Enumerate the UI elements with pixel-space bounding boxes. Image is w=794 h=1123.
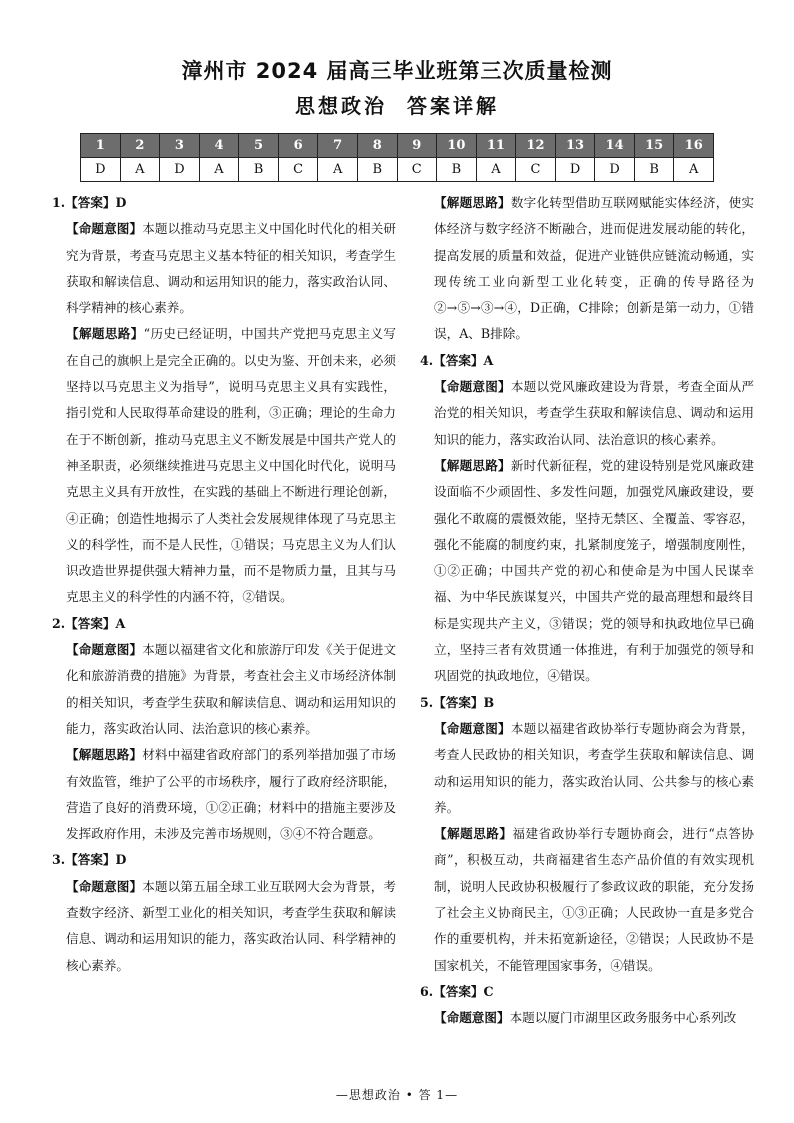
q6-intent — [420, 1005, 754, 1031]
q3-answer: 3.【答案】D — [52, 852, 127, 868]
answer-letter: B — [634, 158, 674, 182]
answer-letter: D — [595, 158, 635, 182]
question-number: 1 — [81, 134, 121, 158]
question-number: 11 — [476, 134, 516, 158]
answer-key-table — [80, 133, 714, 182]
question-number: 9 — [397, 134, 437, 158]
answer-letter: A — [476, 158, 516, 182]
question-number: 2 — [120, 134, 160, 158]
question-number: 6 — [278, 134, 318, 158]
thinking-label: 【解题思路】 — [66, 747, 143, 763]
question-number: 8 — [357, 134, 397, 158]
answer-letter: D — [555, 158, 595, 182]
answer-letter: A — [199, 158, 239, 182]
answer-letter: A — [120, 158, 160, 182]
intent-text: 本题以第五届全球工业互联网大会为背景，考查数字经济、新型工业化的相关知识，考查学生获取和解读信息、调动和运用知识的能力，落实政治认同、科学精神的核心素养。 — [66, 878, 397, 973]
q2-answer: 2.【答案】A — [52, 615, 126, 631]
intent-label: 【命题意图】 — [66, 221, 143, 237]
q4-thinking — [420, 453, 754, 690]
question-number: 16 — [674, 134, 714, 158]
question-number-row — [81, 134, 714, 158]
q4-answer: 4.【答案】A — [420, 352, 494, 368]
thinking-text: “历史已经证明，中国共产党把马克思主义写在自己的旗帜上是完全正确的。以史为鉴、开创未来，必须坚持以马克思主义为指导”，说明马克思主义具有实践性，指引党和人民取得革命建设的胜利，③正确；理论的生命力在于不断创新，推动马克思主义不断发展是中国共产党人的神圣职责，必须继续推进马克思主义中国化时代化，说明马克思主义具有开放性，在实践的基础上不断进行理论创新，④正确；创造性地揭示了人类社会发展规律体现了马克思主义的科学性，而不是人民性，①错误；马克思主义为人们认识改造世界提供强大精神力量，而不是物质力量，且其与马克思主义的科学性的内涵不符，②错误。 — [66, 326, 396, 605]
question-number: 5 — [239, 134, 279, 158]
q1-answer: 1.【答案】D — [52, 195, 127, 210]
answer-letter: A — [674, 158, 714, 182]
right-column — [420, 190, 754, 1032]
answer-letter: C — [516, 158, 556, 182]
answer-letter: C — [278, 158, 318, 182]
thinking-text: 材料中福建省政府部门的系列举措加强了市场有效监管，维护了公平的市场秩序，履行了政府经济职能，营造了良好的消费环境，①②正确；材料中的措施主要涉及发挥政府作用，未涉及完善市场规则，③④不符合题意。 — [66, 747, 397, 842]
answer-letter: D — [160, 158, 200, 182]
page-footer: —思想政治 • 答 1— — [335, 1088, 459, 1102]
answer-letter: B — [239, 158, 279, 182]
intent-text: 本题以推动马克思主义中国化时代化的相关研究为背景，考查马克思主义基本特征的相关知识，考查学生获取和解读信息、调动和运用知识的能力，落实政治认同、科学精神的核心素养。 — [66, 221, 397, 316]
thinking-label: 【解题思路】 — [434, 195, 511, 210]
thinking-text: 数字化转型借助互联网赋能实体经济，使实体经济与数字经济不断融合，进而促进发展动能的转化，提高发展的质量和效益，促进产业链供应链流动畅通，实现传统工业向新型工业化转变，正确的传导路径为②→⑤→③→④，D正确，C排除；创新是第一动力，①错误，A、B排除。 — [434, 195, 755, 342]
intent-label: 【命题意图】 — [434, 379, 511, 395]
answer-letter: D — [81, 158, 121, 182]
page-title: 漳州市 2024 届高三毕业班第三次质量检测 — [181, 59, 613, 83]
q2-thinking — [52, 742, 396, 847]
question-number: 7 — [318, 134, 358, 158]
q3-thinking — [420, 190, 754, 348]
q4-intent — [420, 374, 754, 453]
thinking-text: 福建省政协举行专题协商会，进行“点答协商”，积极互动，共商福建省生态产品价值的有效实现机制，说明人民政协积极履行了参政议政的职能，充分发扬了社会主义协商民主，①③正确；人民政协一直是多党合作的重要机构，并未拓宽新途径，②错误；人民政协不是国家机关，不能管理国家事务，④错误。 — [434, 826, 754, 973]
thinking-label: 【解题思路】 — [434, 826, 513, 842]
q1-intent — [52, 216, 396, 321]
question-number: 13 — [555, 134, 595, 158]
intent-text: 本题以厦门市湖里区政务服务中心系列改 — [509, 1010, 737, 1026]
q3-intent — [52, 874, 396, 979]
q5-thinking — [420, 821, 754, 979]
question-number: 3 — [160, 134, 200, 158]
q5-answer: 5.【答案】B — [420, 694, 495, 710]
intent-text: 本题以福建省政协举行专题协商会为背景，考查人民政协的相关知识，考查学生获取和解读信息、调动和运用知识的能力，落实政治认同、公共参与的核心素养。 — [434, 720, 755, 815]
page-subtitle — [0, 90, 794, 119]
question-number: 4 — [199, 134, 239, 158]
question-number: 14 — [595, 134, 635, 158]
left-column — [52, 190, 396, 979]
doc-type-label: 答案详解 — [407, 94, 499, 118]
question-number: 15 — [634, 134, 674, 158]
intent-text: 本题以党风廉政建设为背景，考查全面从严治党的相关知识，考查学生获取和解读信息、调动和运用知识的能力，落实政治认同、法治意识的核心素养。 — [434, 379, 755, 447]
q6-answer: 6.【答案】C — [420, 983, 494, 999]
answer-letter: B — [437, 158, 477, 182]
subject-label: 思想政治 — [295, 94, 387, 118]
intent-label: 【命题意图】 — [434, 1010, 510, 1026]
intent-label: 【命题意图】 — [434, 720, 511, 736]
thinking-label: 【解题思路】 — [434, 457, 511, 473]
q2-intent — [52, 637, 396, 742]
thinking-text: 新时代新征程，党的建设特别是党风廉政建设面临不少顽固性、多发性问题，加强党风廉政建设，要强化不敢腐的震慑效能，坚持无禁区、全覆盖、零容忍，强化不能腐的制度约束，扎紧制度笼子，增强制度刚性，①②正确；中国共产党的初心和使命是为中国人民谋幸福、为中华民族谋复兴，中国共产党的最高理想和最终目标是实现共产主义，③错误；党的领导和执政地位早已确立，坚持三者有效贯通一体推进，有利于加强党的领导和巩固党的执政地位，④错误。 — [434, 457, 755, 684]
intent-text: 本题以福建省文化和旅游厅印发《关于促进文化和旅游消费的措施》为背景，考查社会主义市场经济体制的相关知识，考查学生获取和解读信息、调动和运用知识的能力，落实政治认同、法治意识的核心素养。 — [66, 642, 397, 736]
q1-thinking — [52, 321, 396, 610]
answer-letter: B — [357, 158, 397, 182]
intent-label: 【命题意图】 — [66, 878, 143, 894]
answer-row — [81, 158, 714, 182]
intent-label: 【命题意图】 — [66, 642, 143, 658]
question-number: 10 — [437, 134, 477, 158]
answer-letter: A — [318, 158, 358, 182]
thinking-label: 【解题思路】 — [66, 326, 144, 342]
answer-letter: C — [397, 158, 437, 182]
question-number: 12 — [516, 134, 556, 158]
q5-intent — [420, 716, 754, 821]
